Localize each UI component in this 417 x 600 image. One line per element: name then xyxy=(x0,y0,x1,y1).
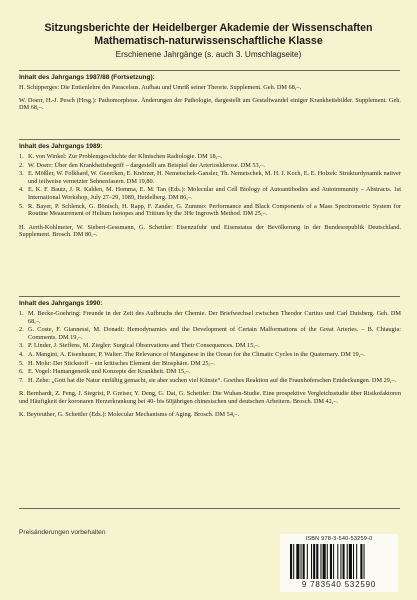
list-item: 1. M. Becke-Goehring: Freunde in der Zeit des Aufbruchs der Chemie. Der Briefwechsel zwischen Theodor Curtius und Carl Duisberg. Geh. DM 68,–. xyxy=(19,310,401,325)
barcode-icon xyxy=(290,544,388,579)
list-item: R. Bernhardt, Z. Feng, J. Siegrist, P. Greiser, Y. Deng, G. Dai, G. Schettler: Die Wuhan-Studie. Eine prospektive Vergleichsstudie über Risikofaktoren und Häufigkeit der koronaren Herzerkrankung bei 40- bis 60jährigen chinesischen und deutschen Arbeitern. Brosch. DM 42,–. xyxy=(19,390,401,405)
barcode-digits: 9 783540 532590 xyxy=(301,580,377,589)
isbn-barcode xyxy=(280,534,398,592)
list-item: 4. A. Mangini, A. Eisenhauer, P. Walter: The Relevance of Manganese in the Ocean for the Climatic Cycles in the Quaternary. DM 19,–. xyxy=(19,350,365,358)
list-item: 3. P. Linder, J. Steffens, M. Ziegler: Surgical Observations and Their Consequences. DM 15,–. xyxy=(19,342,260,350)
divider xyxy=(19,139,400,140)
list-item: W. Doerr, H.-J. Pesch (Hrsg.): Pathomorphose. Änderungen der Pathologie, dargestellt am Gestaltwandel einiger Krankheitsbilder. Supplement. Geh. DM 68,–. xyxy=(19,96,401,112)
list-item: K. Beyreuther, G. Schettler (Eds.): Molecular Mechanisms of Aging. Brosch. DM 54,–. xyxy=(19,410,240,418)
list-item: H. Aerth-Kohlmeier, W. Siebert-Gessmann, G. Schettler: Eisenzufuhr und Eisenstatus der Bevölkerung in der Bundesrepublik Deutschland. Supplement. Brosch. DM 80,–. xyxy=(19,223,401,239)
section-1990 xyxy=(19,300,401,423)
series-header xyxy=(0,22,417,61)
divider xyxy=(19,508,400,509)
class-title: Mathematisch-naturwissenschaftliche Klasse xyxy=(94,35,323,47)
list-item: 2. G. Coste, F. Giannessi, M. Donadi: Hemodynamics and the Development of Certain Malformations of the Great Arteries. – B. Chiaugia: Comments. DM 19,–. xyxy=(19,326,401,341)
list-item: 1. K. von Winkel: Zur Problemgeschichte der Klinischen Radiologie. DM 18,–. xyxy=(19,153,222,160)
section-1987-88 xyxy=(19,74,401,117)
list-item: 4. E. K. F. Bautz, J. R. Kalden, M. Homma, E. M. Tan (Eds.): Molecular and Cell Biology of Autoantibodies and Autoimmunity – Abstracts. 1st International Workshop, July 27–29, 1989, Heidelberg. DM 86,–. xyxy=(19,186,401,201)
section-1989 xyxy=(19,143,401,244)
section-title: Inhalt des Jahrgangs 1990: xyxy=(19,300,103,307)
price-note: Preisänderungen vorbehalten xyxy=(19,529,106,536)
divider xyxy=(19,70,400,71)
list-item: H. Schipperges: Die Entienlehre des Paracelsus. Aufbau und Umriß seiner Theorie. Supplement. Geh. DM 68,–. xyxy=(19,84,302,91)
series-title: Sitzungsberichte der Heidelberger Akademie der Wissenschaften xyxy=(44,22,373,34)
list-item: 3. E. Mößler, W. Folkhard, W. Geercken, E. Knörzer, H. Nemetschek-Gansler, Th. Nemetschek, M. H. J. Koch, E. E. Holzek: Strukturdynamik nativer und teilweise vernetzter Sehnenfasern. DM 19,80. xyxy=(19,170,401,185)
list-item: 5. H. Mohr: Der Stickstoff – ein kritisches Element der Biosphäre. DM 25,–. xyxy=(19,359,215,367)
list-item: 6. E. Vogel: Humangenetik und Konzepte der Krankheit. DM 15,–. xyxy=(19,368,191,376)
list-item: 2. W. Doerr: Über den Krankheitsbegriff – dargestellt am Beispiel der Arteriosklerose. DM 53,–. xyxy=(19,161,266,169)
volumes-note: Erschienene Jahrgänge (s. auch 3. Umschlagseite) xyxy=(115,50,302,59)
section-title: Inhalt des Jahrgangs 1989: xyxy=(19,143,103,150)
isbn-text: ISBN 978-3-540-53259-0 xyxy=(305,536,373,542)
list-item: 7. H. Zehe: „Gott hat die Natur einfältig gemacht, sie aber suchen viel Künste“. Goethes Reaktion auf die Fraunhoferschen Entdeckungen. DM 29,–. xyxy=(19,376,397,384)
list-item: 5. R. Bayer, P. Schlenck, G. Bönisch, H. Rapp, F. Zander, G. Zummo: Performance and Black Components of a Mass Spectrometric System for Routine Measurement of Helium Isotopes and Tritium by the 3He Ingrowth Method. DM 25,–. xyxy=(19,202,401,218)
section-title: Inhalt des Jahrgangs 1987/88 (Fortsetzung): xyxy=(19,74,155,81)
divider xyxy=(19,296,400,297)
